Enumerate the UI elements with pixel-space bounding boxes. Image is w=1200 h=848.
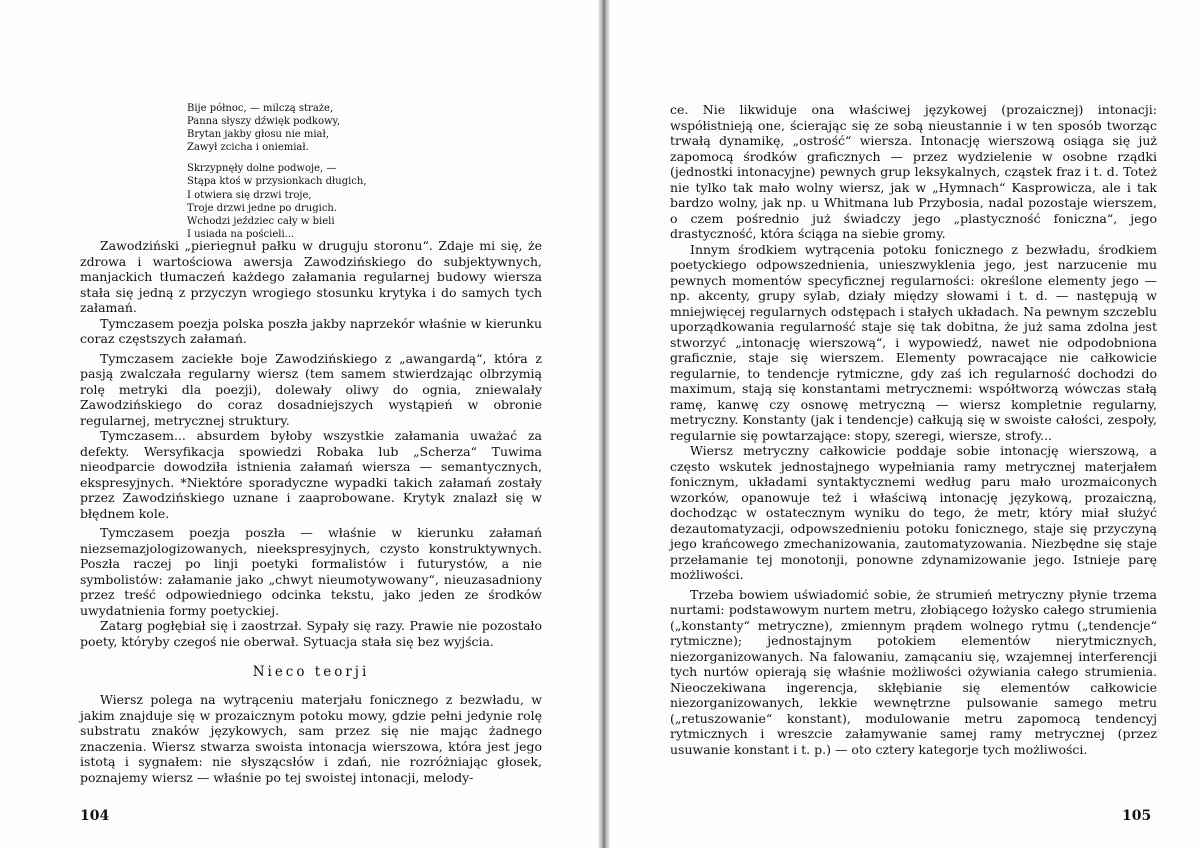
left-body-top [80, 238, 542, 649]
poem-line: Brytan jakby głosu nie miał, [187, 129, 329, 141]
page-number-left: 104 [80, 808, 110, 824]
right-body [670, 102, 1157, 757]
poem-stanza [187, 162, 447, 241]
poem-line: Bije północ, — milczą straże, [187, 103, 334, 114]
poem-line: I usiada na pościeli... [187, 228, 295, 240]
poem-line: Skrzypnęły dolne podwoje, — [187, 163, 337, 175]
poem-stanza [187, 102, 447, 154]
poem-line: Troje drzwi jedne po drugich. [187, 202, 338, 214]
paragraph: Innym środkiem wytrącenia potoku fonicznego z bezwładu, środkiem poetyckiego odpowszednienia, unieszwyklenia jego, jest narzucenie mu pewnych momentów specyficznej regularności: określone elementy jego — np. akcenty, grupy sylab, działy między słowami i t. d. — następują w mniejwięcej regularnych odstępach i stałych układach. Na pewnym szczeblu uporządkowania regularność staje się tak dobitna, że już sama zdolna jest stworzyć „intonację wierszową“, i wypowiedź, nawet nie odpodobniona graficznie, staje się wierszem. Elementy powracające nie całkowicie regularnie, to tendencje rytmiczne, gdy zaś ich regularność dochodzi do maximum, stają się konstantami metrycznemi: współtworzą wówczas stałą ramę, kanwę czy osnowę metryczną — wiersz kompletnie regularny, metryczny. Konstanty (jak i tendencje) całkują się w swoiste całości, zespoły, regularnie się powtarzające: stopy, szeregi, wiersze, strofy... [670, 241, 1157, 443]
paragraph: Wiersz polega na wytrąceniu materjału fonicznego z bezwładu, w jakim znajduje się w prozaicznym potoku mowy, gdzie pełni jedynie rolę substratu znaków językowych, sam przez się nie mając żadnego znaczenia. Wiersz stwarza swoista intonacja wierszowa, która jest jego istotą i sygnałem: nie słyszącsłów i zdań, nie rozróżniając głosek, poznajemy wiersz — właśnie po tej swoistej intonacji, melody- [80, 692, 542, 785]
poem-line: Stąpa ktoś w przysionkach długich, [187, 176, 367, 188]
paragraph: Zatarg pogłębiał się i zaostrzał. Sypały się razy. Prawie nie pozostało poety, któryby czegoś nie oberwał. Sytuacja stała się bez wyjścia. [80, 618, 542, 649]
poem-line: Zawył zcicha i oniemiał. [187, 142, 309, 154]
poem-line: Panna słyszy dźwięk podkowy, [187, 116, 341, 128]
paragraph: Tymczasem poezja poszła — właśnie w kierunku załamań niezsemazjologizowanych, nieekspresyjnych, czysto konstruktywnych. Poszła raczej po linji poetyki formalistów i futurystów, a nie symbolistów: załamanie jako „chwyt nieumotywowany“, nieuzasadniony przez treść odpowiedniego odcinka tekstu, jako jeden ze środków uwydatnienia formy poetyckiej. [80, 525, 542, 618]
left-page [0, 0, 598, 848]
paragraph: Trzeba bowiem uświadomić sobie, że strumień metryczny płynie trzema nurtami: podstawowym nurtem metru, złobiącego łożysko całego strumienia („konstanty“ metryczne), zmiennym prądem wolnego rytmu („tendencje“ rytmiczne); jednostajnym potokiem elementów nierytmicznych, niezorganizowanych. Na falowaniu, zamącaniu się, wzajemnej interferencji tych nurtów opierają się właśnie możliwości ożywiania całego strumienia. Nieoczekiwana ingerencja, skłębianie się elementów całkowicie niezorganizowanych, lekkie wewnętrzne pulsowanie samego metru („retuszowanie“ konstant), modulowanie metru zapomocą tendencyj rytmicznych i wreszcie załamywanie samej ramy metrycznej (przez usuwanie konstant i t. p.) — oto cztery kategorje tych możliwości. [670, 586, 1157, 757]
paragraph: Wiersz metryczny całkowicie poddaje sobie intonację wierszową, a często wskutek jednostajnego wypełniania ramy metrycznej materjałem fonicznym, układami syntaktycznemi według paru mało urozmaiconych wzorków, opanowuje też i właściwą intonację językową, prozaiczną, dochodząc w ostatecznym wyniku do tego, że metr, który miał służyć dezautomatyzacji, odpowszednieniu potoku fonicznego, staje się przyczyną jego krańcowego zmechanizowania, zautomatyzowania. Niezbędne się staje przełamanie tej monotonji, ponowne zdynamizowanie jego. Istnieje parę możliwości. [670, 443, 1157, 582]
left-body-bottom [80, 692, 542, 785]
poem-line: I otwiera się drzwi troje, [187, 189, 312, 201]
book-gutter [598, 0, 610, 848]
paragraph: Tymczasem poezja polska poszła jakby naprzekór właśnie w kierunku coraz częstszych załamań. [80, 315, 542, 346]
paragraph: Tymczasem... absurdem byłoby wszystkie załamania uważać za defekty. Wersyfikacja spowiedzi Robaka lub „Scherza“ Tuwima nieodparcie dowodziła istnienia załamań wiersza — semantycznych, ekspresyjnych. *Niektóre sporadyczne wypadki takich załamań zostały przez Zawodzińskiego uznane i zaaprobowane. Krytyk znalazł się w błędnem kole. [80, 428, 542, 521]
poem-line: Wchodzi jeździec cały w bieli [187, 215, 335, 227]
right-page [610, 0, 1200, 848]
page-number-right: 105 [1122, 808, 1152, 824]
paragraph: Zawodziński „pieriegnuł pałku w druguju storonu“. Zdaje mi się, że zdrowa i wartościowa awersja Zawodzińskiego do subjektywnych, manjackich tłumaczeń każdego załamania regularnej budowy wiersza stała się jedną z przyczyn wrogiego stosunku krytyka i do samych tych załamań. [80, 238, 542, 315]
section-heading: Nieco teorji [252, 664, 370, 680]
paragraph: ce. Nie likwiduje ona właściwej językowej (prozaicznej) intonacji: współistnieją one, ścierając się ze sobą nieustannie i w ten sposób tworząc trwałą dynamikę, „ostrość“ wiersza. Intonację wierszową osiąga się już zapomocą środków graficznych — przez wydzielenie w osobne rządki (jednostki intonacyjne) pewnych grup leksykalnych, cząstek fraz i t. d. Toteż nie tylko tak mało wolny wiersz, jak w „Hymnach“ Kasprowicza, ale i tak bardzo wolny, jak np. u Whitmana lub Przybosia, nadal pozostaje wierszem, o czem pośrednio już świadczy jego „plastyczność foniczna“, jego drastyczność, która ściąga na siebie gromy. [670, 102, 1157, 241]
poem-excerpt [187, 102, 447, 249]
paragraph: Tymczasem zaciekłe boje Zawodzińskiego z „awangardą“, która z pasją zwalczała regularny wiersz (tem samem stwierdzając olbrzymią rolę metryki dla poezji), dolewały oliwy do ognia, zniewalały Zawodzińskiego do coraz dosadniejszych wystąpień w obronie regularnej, metrycznej struktury. [80, 350, 542, 428]
